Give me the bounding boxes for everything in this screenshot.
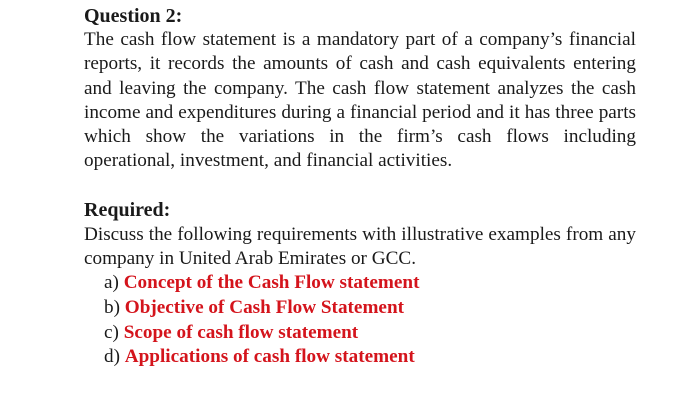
list-item-label: d) (104, 346, 120, 368)
list-item-text: Objective of Cash Flow Statement (124, 296, 405, 318)
required-instruction: Discuss the following requirements with illustrative examples from any company in United Arab Emirates or GCC. (84, 223, 636, 270)
required-title: Required: (84, 198, 171, 221)
question-paragraph: The cash flow statement is a mandatory part of a company’s financial reports, it records the amounts of cash and cash equivalents entering and leaving the company. The cash flow statement analyzes the cash income and expenditures during a financial period and it has three parts which show the variations in the firm’s cash flows including operational, investment, and financial activities. (84, 29, 636, 172)
question-title: Question 2: (84, 5, 183, 27)
list-item-text: Scope of cash flow statement (123, 321, 359, 343)
list-item-text: Concept of the Cash Flow statement (123, 272, 420, 294)
list-item-label: c) (104, 321, 119, 343)
list-item-label: a) (104, 272, 119, 294)
list-item (104, 296, 636, 321)
list-item-text: Applications of cash flow statement (124, 346, 415, 368)
list-item-label: b) (104, 296, 120, 318)
list-item (104, 321, 636, 346)
list-item (104, 345, 636, 370)
section-spacer (84, 174, 636, 198)
list-item (104, 271, 636, 296)
document-body (84, 0, 636, 370)
requirements-list (84, 271, 636, 369)
